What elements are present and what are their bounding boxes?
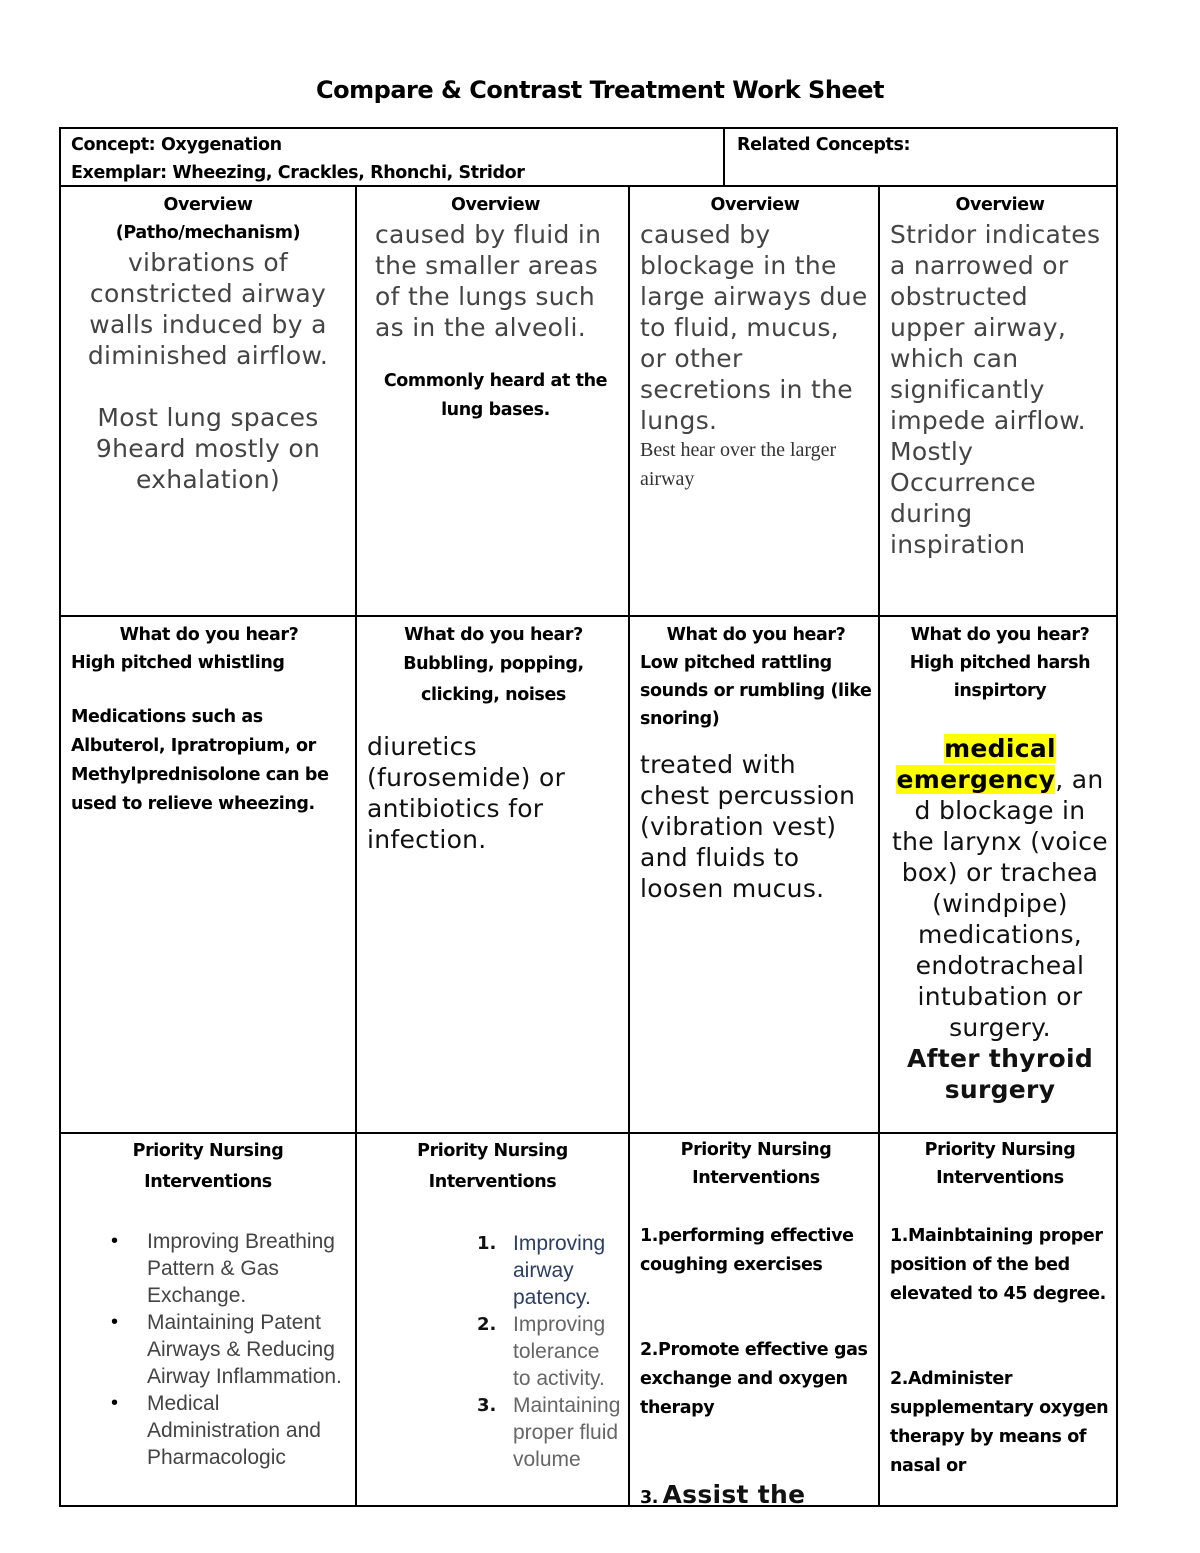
nursing-heading: Priority Nursing Interventions bbox=[417, 1141, 568, 1192]
stridor-overview-text: Stridor indicates a narrowed or obstructed upper airway, which can significantly impede airflow. Mostly Occurrence during inspiration bbox=[890, 220, 1101, 559]
overview-subheading: (Patho/mechanism) bbox=[115, 223, 301, 243]
related-concepts-label: Related Concepts: bbox=[737, 135, 911, 155]
exemplar-label: Exemplar: Wheezing, Crackles, Rhonchi, Stridor bbox=[71, 163, 525, 183]
list-item: • Maintaining Patent Airways & Reducing Airway Inflammation. bbox=[67, 1309, 349, 1390]
hear-heading: What do you hear? bbox=[910, 625, 1090, 645]
rhonchi-overview-text: caused by blockage in the large airways due to fluid, mucus, or other secretions in the lungs. bbox=[640, 220, 868, 435]
list-item: • Improving Breathing Pattern & Gas Exchange. bbox=[67, 1228, 349, 1309]
rhonchi-nursing-3: 3. Assist the bbox=[640, 1480, 806, 1507]
wheezing-hear-text: High pitched whistling bbox=[71, 653, 285, 673]
medical-emergency-highlight: medical emergency bbox=[896, 734, 1056, 794]
stridor-nursing-cell bbox=[878, 1132, 1118, 1507]
crackles-hear-text: Bubbling, popping, clicking, noises bbox=[403, 654, 584, 705]
concept-cell bbox=[59, 127, 725, 187]
related-concepts-cell bbox=[723, 127, 1118, 187]
rhonchi-treatment: treated with chest percussion (vibration vest) and fluids to loosen mucus. bbox=[640, 750, 856, 903]
list-item: • Medical Administration and Pharmacologic bbox=[67, 1390, 349, 1471]
stridor-treatment bbox=[890, 733, 1110, 1043]
overview-heading: Overview bbox=[710, 195, 800, 215]
crackles-nursing-cell bbox=[355, 1132, 630, 1507]
wheezing-overview-note: Most lung spaces 9heard mostly on exhalation) bbox=[95, 403, 321, 494]
list-item: 3. Maintaining proper fluid volume bbox=[477, 1394, 621, 1471]
stridor-hear-cell bbox=[878, 615, 1118, 1134]
stridor-nursing-1: 1.Mainbtaining proper position of the bed elevated to 45 degree. bbox=[890, 1226, 1106, 1304]
wheezing-medications: Medications such as Albuterol, Ipratropium, or Methylprednisolone can be used to relieve wheezing. bbox=[71, 707, 329, 814]
stridor-hear-text: High pitched harsh inspirtory bbox=[909, 653, 1091, 701]
stridor-treatment-detail: , an d blockage in the larynx (voice box) or trachea (windpipe) medications, endotracheal intubation or surgery. bbox=[892, 765, 1108, 1042]
wheezing-nursing-cell bbox=[59, 1132, 357, 1507]
crackles-overview-text: caused by fluid in the smaller areas of the lungs such as in the alveoli. bbox=[375, 220, 602, 342]
crackles-overview-cell bbox=[355, 185, 630, 617]
crackles-hear-cell bbox=[355, 615, 630, 1134]
wheezing-nursing-list bbox=[67, 1228, 349, 1471]
nursing-heading: Priority Nursing Interventions bbox=[680, 1140, 832, 1188]
rhonchi-overview-cell bbox=[628, 185, 880, 617]
crackles-nursing-list bbox=[363, 1230, 622, 1473]
overview-heading: Overview bbox=[450, 195, 541, 215]
page-title: Compare & Contrast Treatment Work Sheet bbox=[316, 76, 884, 104]
rhonchi-nursing-2: 2.Promote effective gas exchange and oxygen therapy bbox=[640, 1340, 868, 1418]
nursing-heading: Priority Nursing Interventions bbox=[924, 1140, 1076, 1188]
rhonchi-overview-note: Best hear over the larger airway bbox=[640, 439, 837, 490]
wheezing-overview-cell bbox=[59, 185, 357, 617]
hear-heading: What do you hear? bbox=[666, 625, 846, 645]
stridor-overview-cell bbox=[878, 185, 1118, 617]
crackles-treatment: diuretics (furosemide) or antibiotics for infection. bbox=[367, 732, 566, 854]
crackles-overview-note: Commonly heard at the lung bases. bbox=[383, 371, 608, 420]
stridor-nursing-2: 2.Administer supplementary oxygen therapy by means of nasal or bbox=[890, 1369, 1109, 1476]
list-item: 1. Improving airway patency. bbox=[477, 1232, 606, 1309]
rhonchi-nursing-cell bbox=[628, 1132, 880, 1507]
overview-heading: Overview bbox=[955, 195, 1045, 215]
wheezing-hear-cell bbox=[59, 615, 357, 1134]
wheezing-overview-text: vibrations of constricted airway walls induced by a diminished airflow. bbox=[87, 248, 329, 370]
rhonchi-nursing-1: 1.performing effective coughing exercises bbox=[640, 1226, 854, 1275]
overview-heading: Overview bbox=[163, 195, 253, 215]
hear-heading: What do you hear? bbox=[119, 625, 299, 645]
concept-label: Concept: Oxygenation bbox=[71, 135, 282, 155]
stridor-after-surgery: After thyroid surgery bbox=[906, 1044, 1094, 1104]
rhonchi-hear-text: Low pitched rattling sounds or rumbling (like snoring) bbox=[640, 653, 872, 729]
rhonchi-hear-cell bbox=[628, 615, 880, 1134]
nursing-heading: Priority Nursing Interventions bbox=[132, 1141, 284, 1192]
list-item: 2. Improving tolerance to activity. bbox=[477, 1313, 606, 1390]
hear-heading: What do you hear? bbox=[404, 625, 583, 645]
